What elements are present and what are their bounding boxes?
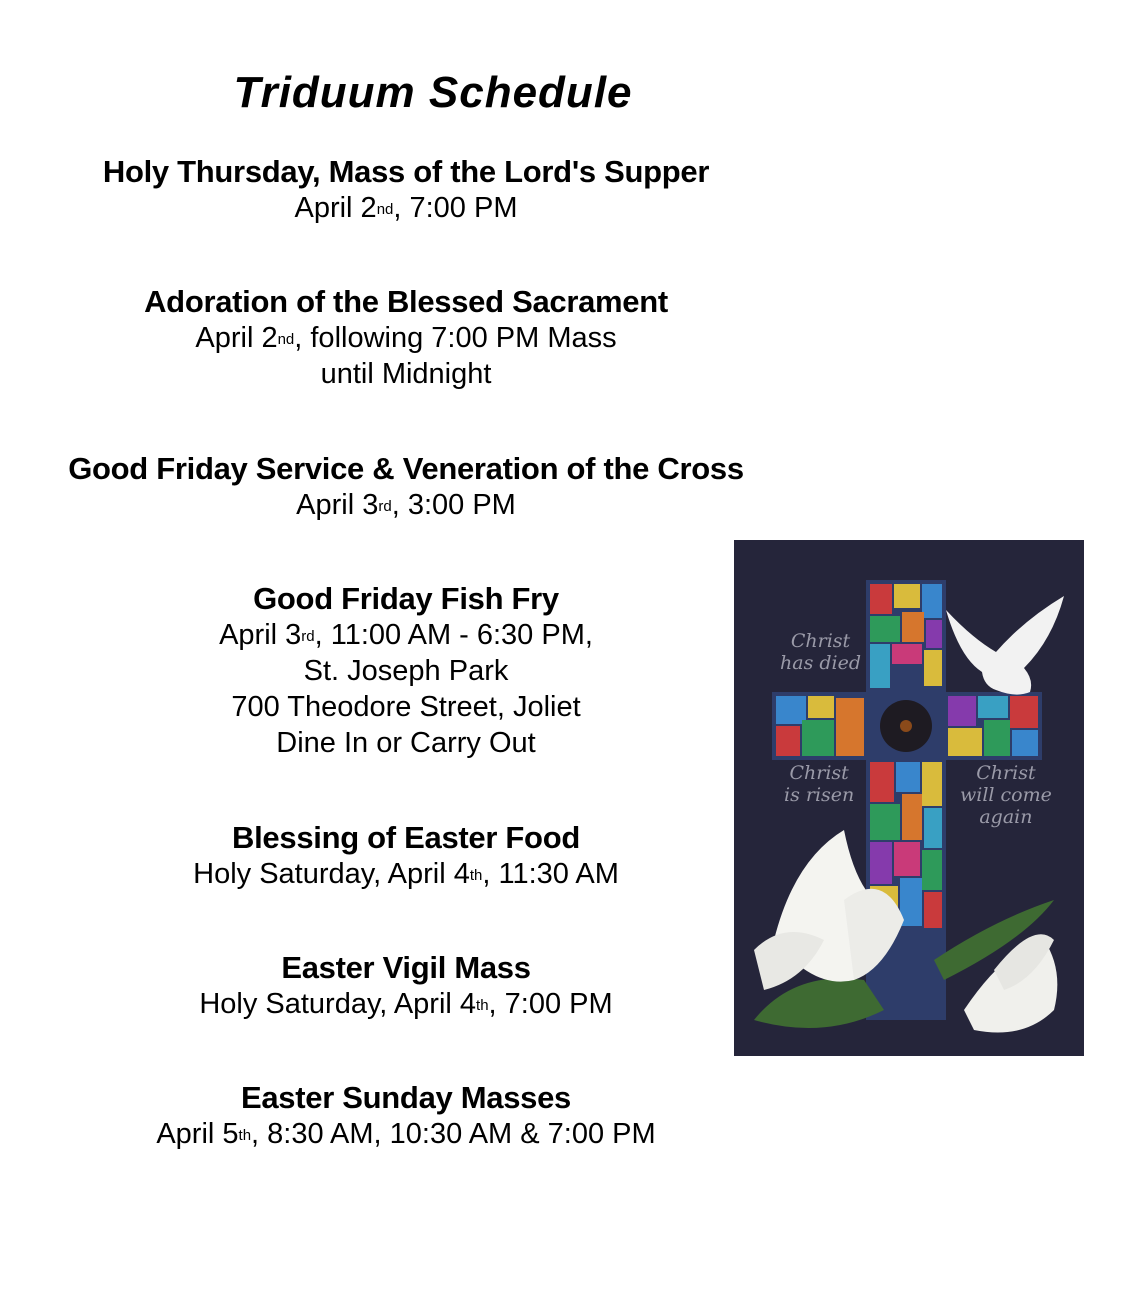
event-detail: April 3rd, 11:00 AM - 6:30 PM,: [219, 619, 593, 651]
card-text-has-died: Christ has died: [780, 630, 862, 674]
cross-lily-illustration: [734, 540, 1084, 1056]
event-name: Good Friday Fish Fry: [253, 581, 559, 616]
event-name: Blessing of Easter Food: [232, 820, 580, 855]
event-good-friday-service: [0, 451, 812, 523]
card-text-is-risen: Christ is risen: [784, 762, 855, 806]
event-easter-food-blessing: [0, 820, 812, 892]
event-detail: Holy Saturday, April 4th, 7:00 PM: [199, 988, 613, 1020]
event-detail: St. Joseph Park: [303, 655, 509, 687]
event-adoration: [0, 284, 812, 392]
event-detail: Dine In or Carry Out: [276, 727, 536, 759]
event-detail: until Midnight: [320, 358, 492, 390]
event-holy-thursday: [0, 154, 812, 226]
event-detail: April 2nd, following 7:00 PM Mass: [195, 322, 617, 354]
event-fish-fry: [0, 581, 812, 761]
event-easter-sunday: [0, 1080, 812, 1152]
event-detail: 700 Theodore Street, Joliet: [231, 691, 581, 723]
card-text-will-come-again: Christ will come again: [960, 762, 1052, 828]
event-detail: April 3rd, 3:00 PM: [296, 489, 516, 521]
event-name: Good Friday Service & Veneration of the Cross: [68, 451, 744, 486]
event-name: Adoration of the Blessed Sacrament: [144, 284, 668, 319]
event-detail: April 5th, 8:30 AM, 10:30 AM & 7:00 PM: [156, 1118, 656, 1150]
event-detail: April 2nd, 7:00 PM: [294, 192, 518, 224]
event-easter-vigil: [0, 950, 812, 1022]
event-name: Holy Thursday, Mass of the Lord's Supper: [102, 154, 710, 189]
page-title: Triduum Schedule: [233, 68, 633, 117]
event-detail: Holy Saturday, April 4th, 11:30 AM: [193, 858, 619, 890]
event-name: Easter Vigil Mass: [281, 950, 531, 985]
event-name: Easter Sunday Masses: [240, 1080, 571, 1115]
